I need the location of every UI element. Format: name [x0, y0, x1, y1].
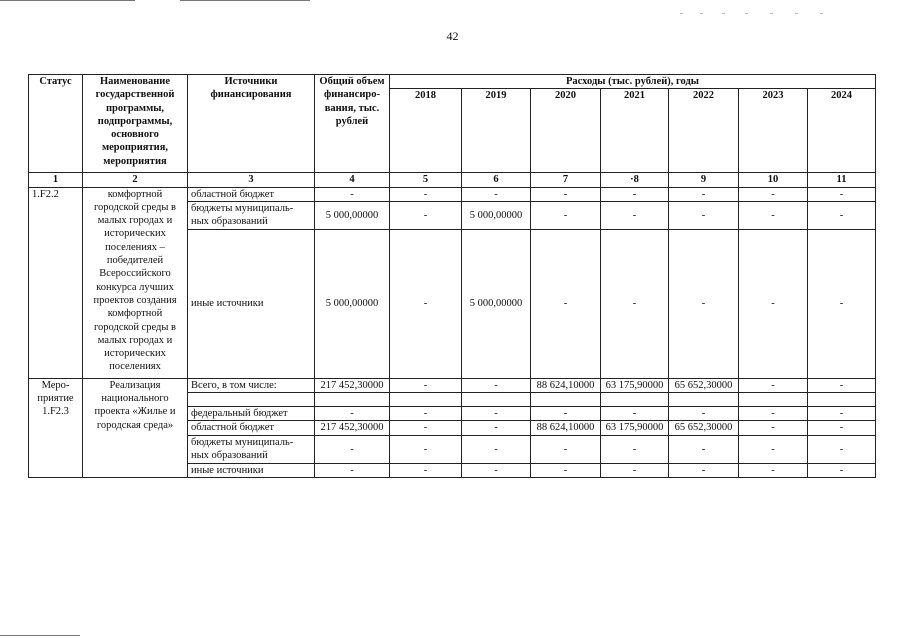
header-year: 2020	[531, 89, 601, 173]
scan-edge-line	[0, 635, 80, 636]
cell-value: -	[531, 201, 601, 229]
column-number: 9	[669, 173, 739, 187]
cell-value	[390, 393, 462, 407]
cell-value: 65 652,30000	[669, 378, 739, 392]
column-number: 6	[462, 173, 531, 187]
row-source: Всего, в том числе:	[188, 378, 315, 392]
row-source: бюджеты муниципаль-ных образований	[188, 435, 315, 463]
cell-value: -	[462, 407, 531, 421]
scan-speck	[680, 13, 683, 14]
row-total: -	[315, 463, 390, 477]
row-total: 217 452,30000	[315, 378, 390, 392]
column-number: 11	[808, 173, 876, 187]
cell-value: -	[601, 407, 669, 421]
cell-value: -	[531, 187, 601, 201]
cell-value: 88 624,10000	[531, 378, 601, 392]
cell-value: 88 624,10000	[531, 421, 601, 435]
cell-value: -	[390, 187, 462, 201]
row-source: бюджеты муниципаль-ных образований	[188, 201, 315, 229]
scan-speck	[820, 13, 823, 14]
cell-value: -	[462, 378, 531, 392]
cell-value: -	[601, 463, 669, 477]
scan-speck	[722, 13, 725, 14]
cell-value: -	[808, 229, 876, 378]
cell-value: -	[739, 421, 808, 435]
scan-speck	[700, 13, 703, 14]
page-number: 42	[446, 29, 459, 43]
row-source: областной бюджет	[188, 421, 315, 435]
column-number: 10	[739, 173, 808, 187]
row-source: областной бюджет	[188, 187, 315, 201]
row-total: 5 000,00000	[315, 201, 390, 229]
scan-speck	[745, 13, 748, 14]
row-source: иные источники	[188, 229, 315, 378]
cell-value: -	[739, 187, 808, 201]
scan-speck	[795, 13, 798, 14]
cell-value: -	[808, 407, 876, 421]
cell-value: -	[601, 435, 669, 463]
cell-value: 63 175,90000	[601, 378, 669, 392]
cell-value: -	[390, 378, 462, 392]
cell-value: -	[669, 229, 739, 378]
cell-value: -	[531, 435, 601, 463]
cell-value: -	[601, 187, 669, 201]
cell-value: -	[808, 378, 876, 392]
row-total: -	[315, 407, 390, 421]
row-status: Меро-приятие 1.F2.3	[29, 378, 83, 477]
cell-value: -	[462, 421, 531, 435]
column-number: 4	[315, 173, 390, 187]
header-year: 2022	[669, 89, 739, 173]
cell-value: -	[390, 463, 462, 477]
cell-value: -	[390, 201, 462, 229]
header-year: 2019	[462, 89, 531, 173]
row-source: иные источники	[188, 463, 315, 477]
cell-value: -	[739, 378, 808, 392]
cell-value: 63 175,90000	[601, 421, 669, 435]
cell-value: -	[739, 229, 808, 378]
header-expenses: Расходы (тыс. рублей), годы	[390, 75, 876, 89]
cell-value: -	[462, 187, 531, 201]
row-status: 1.F2.2	[29, 187, 83, 378]
row-total: -	[315, 187, 390, 201]
cell-value: -	[669, 407, 739, 421]
scan-speck	[770, 13, 773, 14]
cell-value	[462, 393, 531, 407]
cell-value: 65 652,30000	[669, 421, 739, 435]
cell-value: -	[669, 201, 739, 229]
cell-value	[808, 393, 876, 407]
header-year: 2024	[808, 89, 876, 173]
cell-value: -	[462, 463, 531, 477]
header-year: 2018	[390, 89, 462, 173]
cell-value: -	[462, 435, 531, 463]
column-number: 7	[531, 173, 601, 187]
cell-value: -	[531, 463, 601, 477]
header-year: 2023	[739, 89, 808, 173]
cell-value: -	[739, 201, 808, 229]
row-total	[315, 393, 390, 407]
cell-value: -	[808, 435, 876, 463]
cell-value	[601, 393, 669, 407]
cell-value: -	[390, 229, 462, 378]
cell-value: -	[669, 463, 739, 477]
row-name: Реализация национального проекта «Жилье и городская среда»	[83, 378, 188, 477]
header-year: 2021	[601, 89, 669, 173]
cell-value: -	[808, 187, 876, 201]
row-name: комфортной городской среды в малых городах и исторических поселениях – победителей Всероссийского конкурса лучших проектов создания комфортной городской среды в малых городах и исторических поселениях	[83, 187, 188, 378]
scan-edge-line	[180, 0, 310, 1]
cell-value: -	[531, 407, 601, 421]
column-number: 1	[29, 173, 83, 187]
header-name: Наименование государственной программы, подпрограммы, основного мероприятия, мероприятия	[83, 75, 188, 173]
cell-value: -	[669, 435, 739, 463]
column-number: 5	[390, 173, 462, 187]
cell-value	[739, 393, 808, 407]
header-total: Общий объем финансиро-вания, тыс. рублей	[315, 75, 390, 173]
cell-value: -	[739, 407, 808, 421]
cell-value: 5 000,00000	[462, 229, 531, 378]
row-source	[188, 393, 315, 407]
row-total: 217 452,30000	[315, 421, 390, 435]
cell-value: -	[808, 201, 876, 229]
budget-table	[28, 74, 876, 478]
cell-value	[669, 393, 739, 407]
cell-value: -	[808, 463, 876, 477]
cell-value: -	[739, 435, 808, 463]
row-total: -	[315, 435, 390, 463]
cell-value: -	[808, 421, 876, 435]
cell-value: -	[531, 229, 601, 378]
header-sources: Источники финансирования	[188, 75, 315, 173]
cell-value: -	[601, 201, 669, 229]
cell-value: -	[390, 435, 462, 463]
column-number: 2	[83, 173, 188, 187]
row-total: 5 000,00000	[315, 229, 390, 378]
column-number: ·8	[601, 173, 669, 187]
row-source: федеральный бюджет	[188, 407, 315, 421]
cell-value: 5 000,00000	[462, 201, 531, 229]
cell-value: -	[739, 463, 808, 477]
cell-value: -	[390, 407, 462, 421]
cell-value	[531, 393, 601, 407]
column-number: 3	[188, 173, 315, 187]
cell-value: -	[390, 421, 462, 435]
scan-edge-line	[0, 0, 135, 1]
cell-value: -	[669, 187, 739, 201]
header-status: Статус	[29, 75, 83, 173]
cell-value: -	[601, 229, 669, 378]
